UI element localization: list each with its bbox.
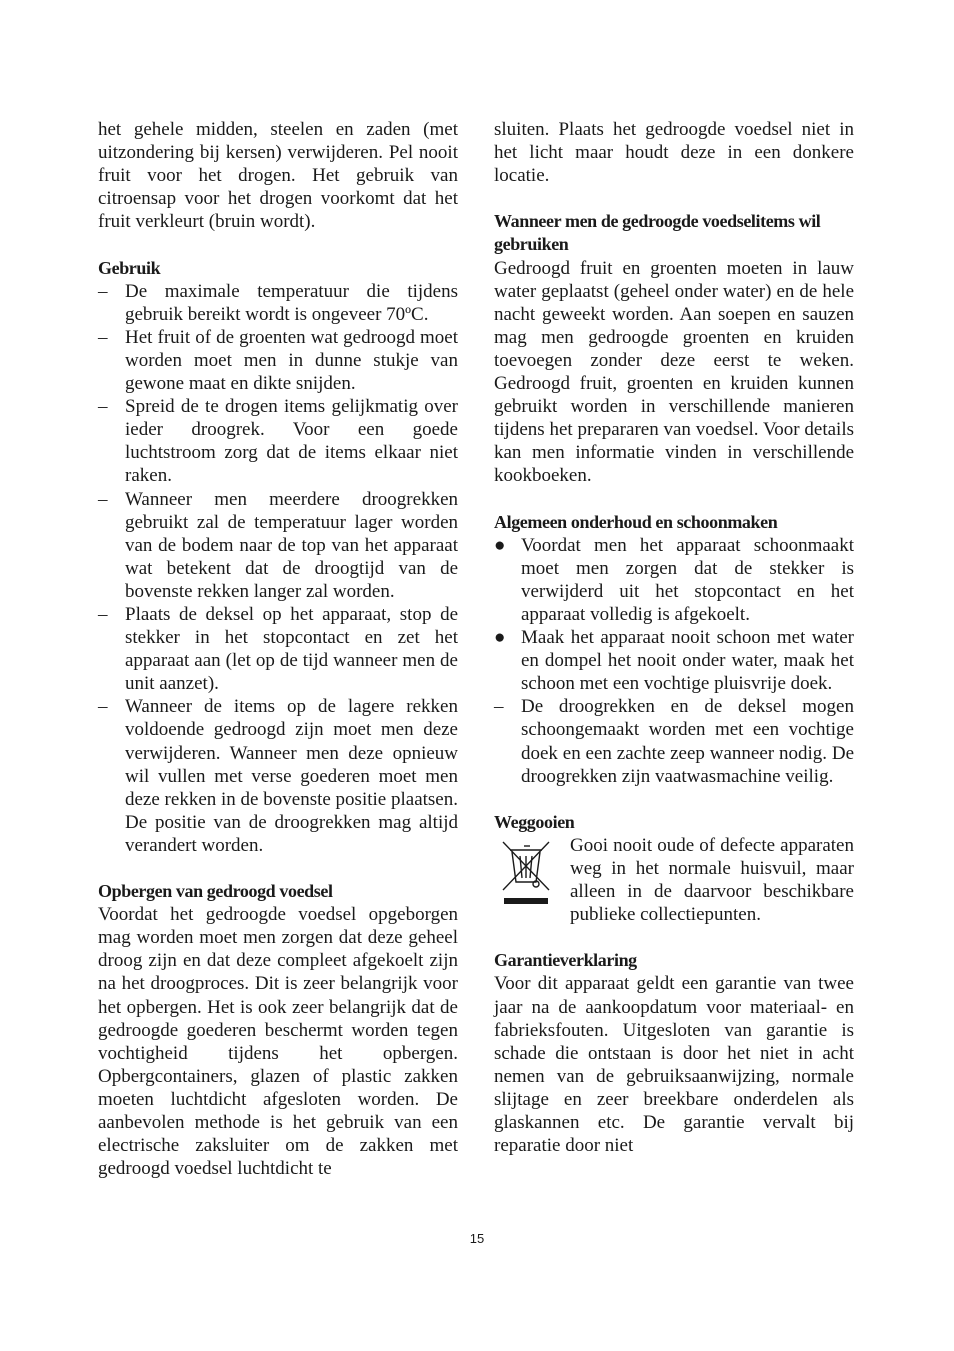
list-item — [494, 626, 854, 695]
list-item-text: Voordat men het apparaat schoonmaakt moet men zorgen dat de stekker is verwijderd uit het stopcontact en het apparaat volledig is afgekoelt. — [521, 534, 854, 625]
disposal-block — [494, 834, 854, 926]
list-item-text: Maak het apparaat nooit schoon met water en dompel het nooit onder water, maak het schoon met een vochtige pluisvrije doek. — [521, 627, 854, 695]
list-item-text: De droogrekken en de deksel mogen schoongemaakt worden met een vochtige doek en een zachte zeep wanneer nodig. De droogrekken zijn vaatwasmachine veilig. — [521, 696, 854, 787]
dash-marker: – — [494, 696, 504, 718]
gebruiken-paragraph: Gedroogd fruit en groenten moeten in lauw water geplaatst (geheel onder water) en de hele nacht geweekt worden. Aan soepen en sauzen mag men gedroogde groenten en kruiden toevoegen zonder deze eerst te weken. Gedroogd fruit, groenten en kruiden kunnen gebruikt worden in verschillende manieren tijdens het prepararen van voedsel. Voor details kan men informatie vinden in verschillende kookboeken. — [494, 257, 854, 487]
intro-paragraph: het gehele midden, steelen en zaden (met uitzondering bij kersen) verwijderen. Pel nooit fruit voor het drogen. Het gebruik van citroensap voor het drogen voorkomt dat het fruit verkleurt (bruin wordt). — [98, 119, 458, 233]
list-item: – Het fruit of de groenten wat gedroogd moet worden moet men in dunne stukje van gewone maat en dikte snijden. — [98, 326, 458, 395]
crossed-out-wheelie-bin-icon — [494, 834, 558, 914]
list-item: – Plaats de deksel op het apparaat, stop de stekker in het stopcontact en zet het apparaat aan (let op de tijd wanneer men de unit aanzet). — [98, 603, 458, 695]
right-column — [494, 118, 854, 1157]
list-item — [494, 534, 854, 626]
left-column — [98, 118, 458, 1180]
continuation-paragraph: sluiten. Plaats het gedroogde voedsel niet in het licht maar houdt deze in een donkere locatie. — [494, 119, 854, 187]
list-item: – Spreid de te drogen items gelijkmatig over ieder droogrek. Voor een goede luchtstroom zorg dat de items elkaar niet raken. — [98, 395, 458, 487]
weggooien-paragraph: Gooi nooit oude of defecte apparaten weg in het normale huisvuil, maar alleen in de daarvoor beschikbare publieke collectiepunten. — [570, 834, 854, 926]
bullet-marker: ● — [494, 627, 506, 649]
onderhoud-heading: Algemeen onderhoud en schoonmaken — [494, 511, 778, 532]
list-item: – Wanneer de items op de lagere rekken voldoende gedroogd zijn moet men deze verwijderen. Wanneer men deze opnieuw wil vullen met verse goederen moet men deze rekken in de bovenste positie plaatsen. De positie van de droogrekken mag altijd verandert worden. — [98, 695, 458, 857]
opbergen-heading: Opbergen van gedroogd voedsel — [98, 881, 333, 902]
onderhoud-list — [494, 534, 854, 788]
list-item: – Wanneer men meerdere droogrekken gebruikt zal de temperatuur lager worden van de bodem naar de top van het apparaat wat betekent dat de droogtijd van de bovenste rekken langer zal worden. — [98, 488, 458, 603]
garantie-heading: Garantieverklaring — [494, 950, 637, 971]
weggooien-heading: Weggooien — [494, 811, 575, 832]
gebruik-heading: Gebruik — [98, 257, 161, 278]
page-number: 15 — [469, 1231, 485, 1246]
list-item — [494, 695, 854, 787]
opbergen-paragraph: Voordat het gedroogde voedsel opgeborgen mag worden moet men zorgen dat deze geheel droog zijn en dat deze compleet afgekoelt zijn na het droogproces. Dit is zeer belangrijk voor het opbergen. Het is ook zeer belangrijk dat de gedroogde goederen beschermt worden tegen vochtigheid tijdens het opbergen. Opbergcontainers, glazen of plastic zakken moeten luchtdicht afgesloten worden. De aanbevolen methode is het gebruik van een electrische zaksluiter om de zakken met gedroogd voedsel luchtdicht te — [98, 904, 458, 1180]
gebruiken-heading: Wanneer men de gedroogde voedselitems wil gebruiken — [494, 211, 821, 255]
gebruik-list — [98, 280, 458, 857]
garantie-paragraph: Voor dit apparaat geldt een garantie van twee jaar na de aankoopdatum voor materiaal- en fabrieksfouten. Uitgesloten van garantie is schade die ontstaan is door het niet in acht nemen van de gebruiksaanwijzing, normale slijtage en zeer breekbare onderdelen als glaskannen etc. De garantie vervalt bij reparatie door niet — [494, 973, 854, 1157]
list-item: – De maximale temperatuur die tijdens gebruik bereikt wordt is ongeveer 70ºC. — [98, 280, 458, 326]
crossed-out-wheelie-bin-icon — [500, 838, 552, 910]
bullet-marker: ● — [494, 534, 506, 556]
